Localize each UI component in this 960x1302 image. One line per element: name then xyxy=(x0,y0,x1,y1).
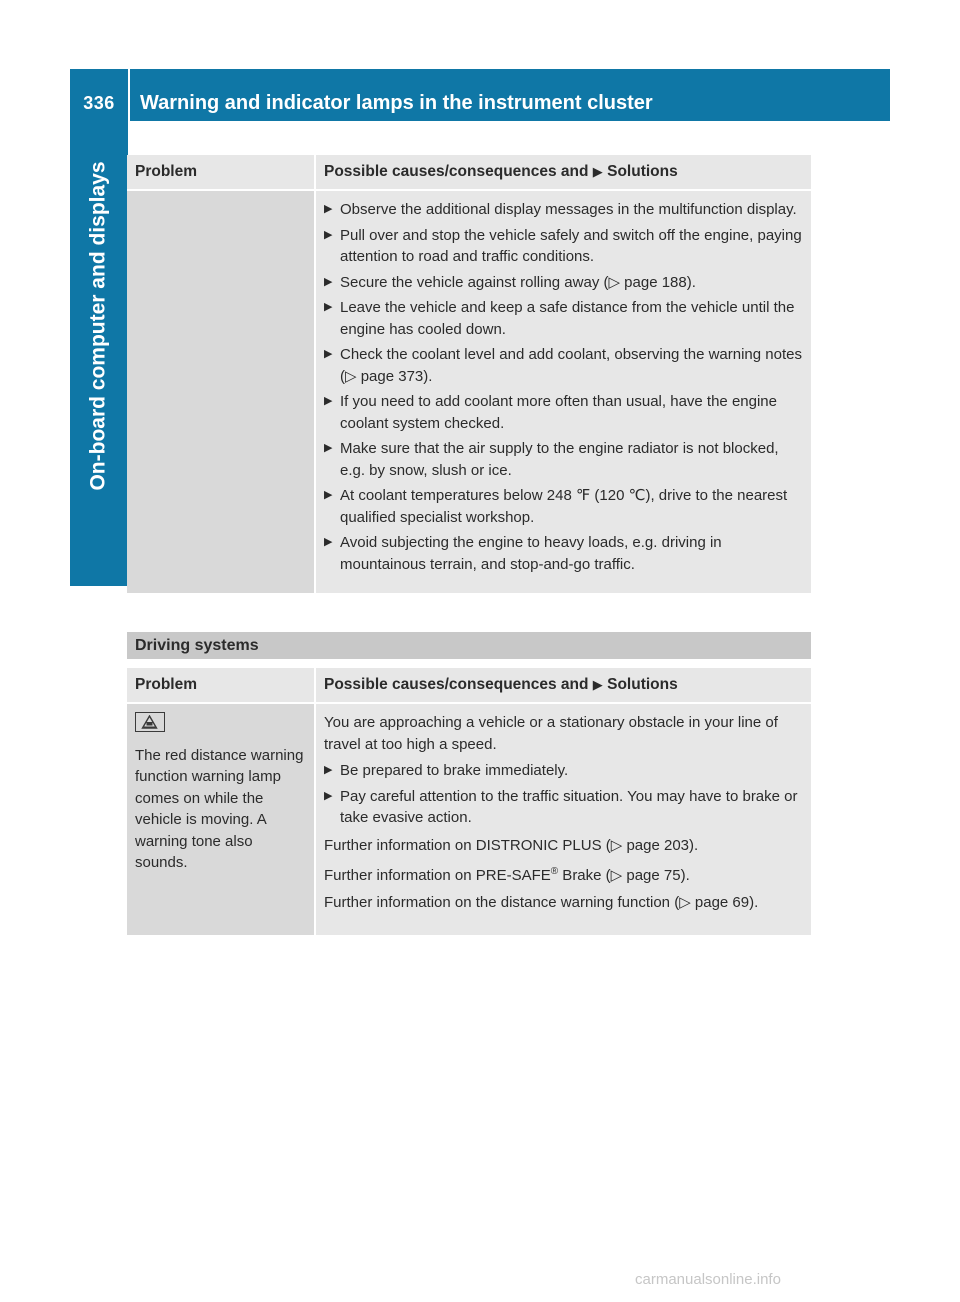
action-step: ▶ Observe the additional display messages in the multifunction display. xyxy=(324,199,803,221)
problem-cell xyxy=(127,190,315,593)
solution-arrow-icon: ▶ xyxy=(592,677,603,693)
action-step: ▶ At coolant temperatures below 248 ℉ (120 ℃), drive to the nearest qualified specialist workshop. xyxy=(324,485,803,528)
action-arrow-icon: ▶ xyxy=(324,275,333,288)
col-header-solutions-text: Solutions xyxy=(607,676,678,694)
action-step: ▶ If you need to add coolant more often than usual, have the engine coolant system checked. xyxy=(324,391,803,434)
col-header-causes xyxy=(315,668,811,703)
col-header-causes xyxy=(315,155,811,190)
solution-arrow-icon: ▶ xyxy=(592,164,603,180)
cause-text: You are approaching a vehicle or a stationary obstacle in your line of travel at too high a speed. xyxy=(324,714,778,753)
problem-text: The red distance warning function warning lamp comes on while the vehicle is moving. A warning tone also sounds. xyxy=(135,746,304,871)
coolant-table xyxy=(127,155,811,593)
action-arrow-icon: ▶ xyxy=(324,536,333,548)
info-distronic: Further information on DISTRONIC PLUS (▷ page 203). xyxy=(324,836,699,854)
page-header xyxy=(70,69,890,121)
action-arrow-icon: ▶ xyxy=(324,442,333,454)
solutions-cell xyxy=(315,703,811,935)
table-row xyxy=(127,703,811,935)
chapter-tab-label: On-board computer and displays xyxy=(87,161,110,491)
action-step: ▶ Leave the vehicle and keep a safe distance from the vehicle until the engine has cooled down. xyxy=(324,297,803,340)
page-number: 336 xyxy=(83,93,115,113)
action-arrow-icon: ▶ xyxy=(324,301,333,313)
col-header-causes-text: Possible causes/consequences and xyxy=(324,163,589,181)
action-arrow-icon: ▶ xyxy=(324,348,333,360)
action-arrow-icon: ▶ xyxy=(324,764,333,776)
section-heading xyxy=(127,632,811,659)
action-arrow-icon: ▶ xyxy=(324,203,333,215)
section-title: Driving systems xyxy=(135,636,259,654)
info-distance-warning: Further information on the distance warning function (▷ page 69). xyxy=(324,893,759,911)
action-step: ▶ Secure the vehicle against rolling away (▷ page 188). xyxy=(324,272,803,294)
action-arrow-icon: ▶ xyxy=(324,489,333,501)
table-row xyxy=(127,190,811,593)
chapter-tab-label-wrap xyxy=(70,121,128,531)
action-step: ▶ Avoid subjecting the engine to heavy loads, e.g. driving in mountainous terrain, and stop-and-go traffic. xyxy=(324,532,803,575)
info-pre-safe: Further information on PRE-SAFE® Brake (▷ page 75). xyxy=(324,866,690,884)
col-header-solutions-text: Solutions xyxy=(607,163,678,181)
action-arrow-icon: ▶ xyxy=(324,228,333,241)
col-header-causes-text: Possible causes/consequences and xyxy=(324,676,589,694)
distance-warning-lamp-icon xyxy=(135,712,165,732)
col-header-problem: Problem xyxy=(127,155,315,190)
watermark: carmanualsonline.info xyxy=(635,1271,781,1288)
action-arrow-icon: ▶ xyxy=(324,395,333,407)
action-step: ▶ Be prepared to brake immediately. xyxy=(324,760,803,782)
action-step: ▶ Check the coolant level and add coolant, observing the warning notes (▷ page 373). xyxy=(324,344,803,387)
action-step: ▶ Pull over and stop the vehicle safely and switch off the engine, paying attention to road and traffic conditions. xyxy=(324,225,803,268)
problem-cell xyxy=(127,703,315,935)
solutions-cell xyxy=(315,190,811,593)
registered-mark: ® xyxy=(550,866,559,877)
action-arrow-icon: ▶ xyxy=(324,789,333,802)
col-header-problem: Problem xyxy=(127,668,315,703)
action-step: ▶ Pay careful attention to the traffic situation. You may have to brake or take evasive action. xyxy=(324,786,803,829)
page-title: Warning and indicator lamps in the instrument cluster xyxy=(140,92,653,114)
action-step: ▶ Make sure that the air supply to the engine radiator is not blocked, e.g. by snow, slush or ice. xyxy=(324,438,803,481)
driving-systems-table xyxy=(127,668,811,935)
